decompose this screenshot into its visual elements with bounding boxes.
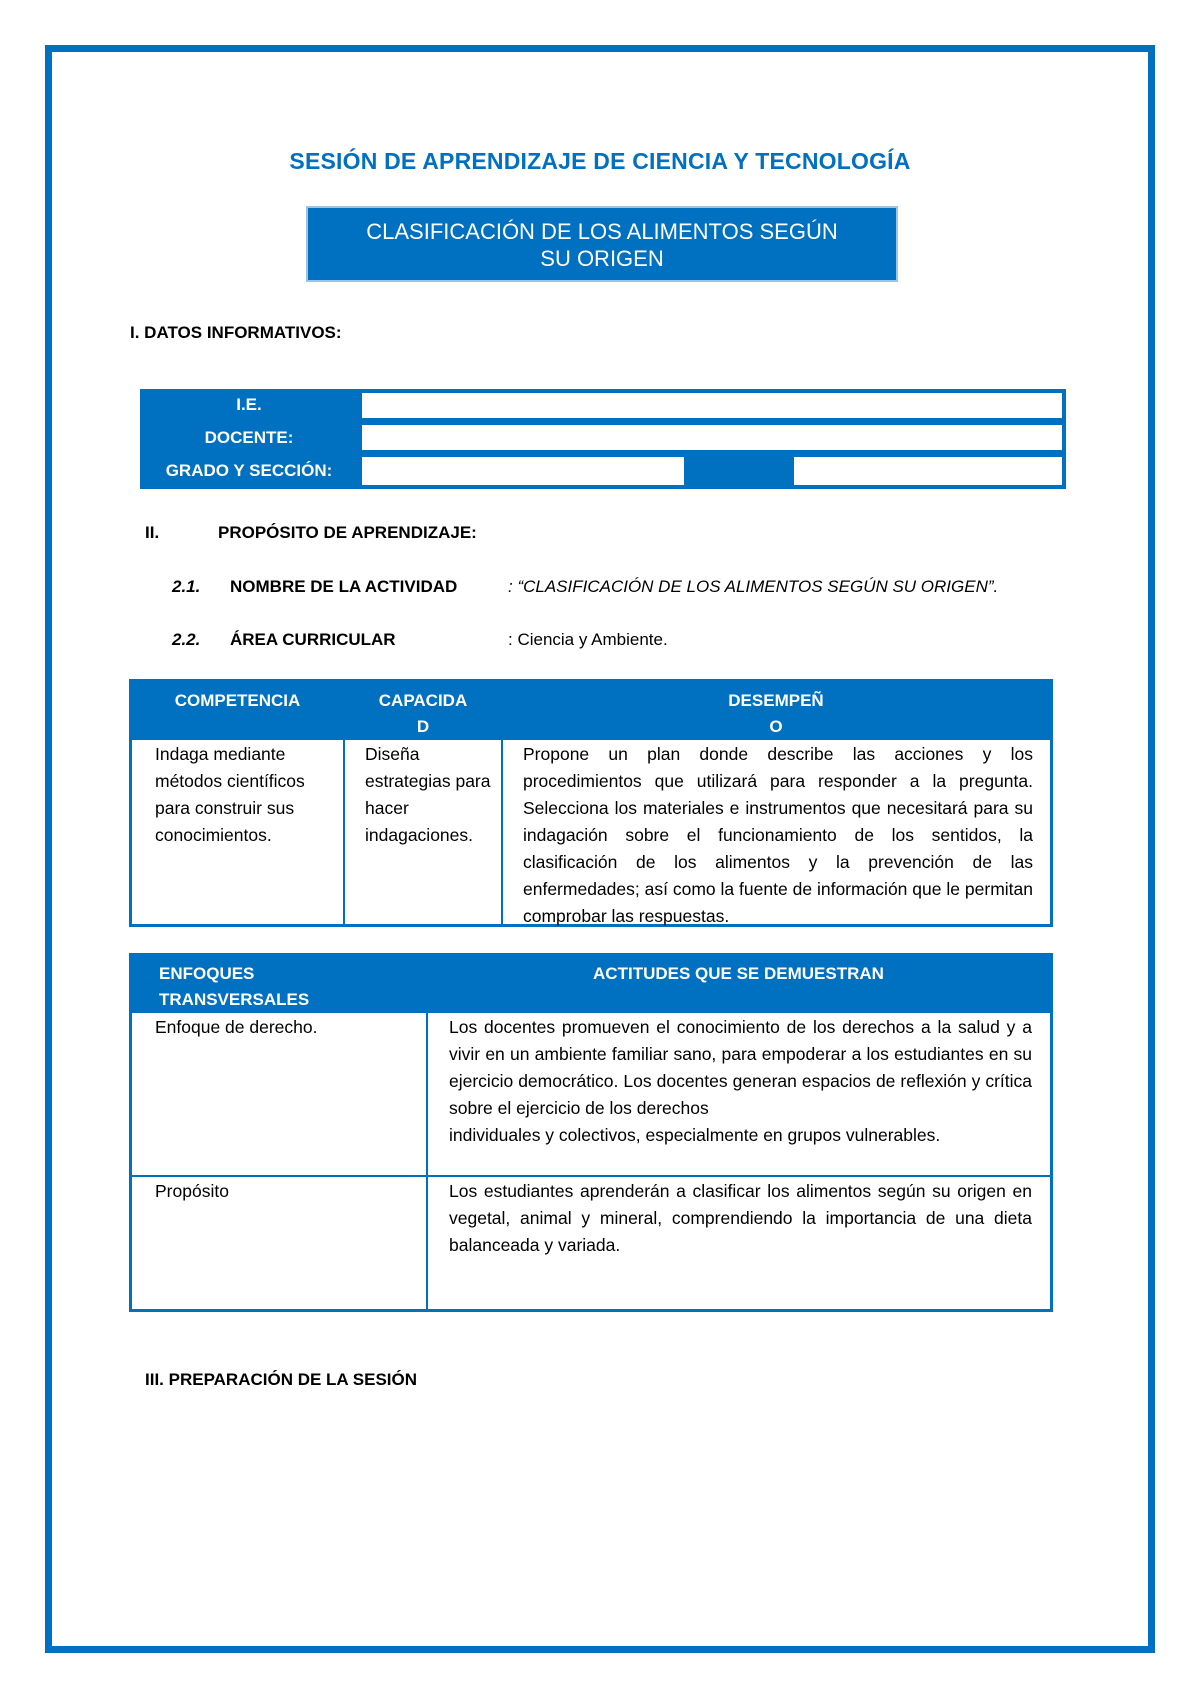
item-2-2-value: : Ciencia y Ambiente. (508, 630, 668, 649)
header-desempeno: DESEMPEÑ O (728, 691, 824, 736)
cell-actitud-derecho: Los docentes promueven el conocimiento de los derechos a la salud y a vivir en un ambiente familiar sano, para empoderar a los estudiantes en su ejercicio democrático. Los docentes generan espacios de reflexión y crítica sobre el ejercicio de los derechos individuales y colectivos, especialmente en grupos vulnerables. (449, 1017, 1032, 1145)
enfoques-table (129, 953, 1053, 1312)
datos-informativos-table (140, 389, 1066, 489)
section-2-heading: PROPÓSITO DE APRENDIZAJE: (218, 523, 477, 542)
cell-desempeno: Propone un plan donde describe las acciones y los procedimientos que utilizará para responder a la pregunta. Selecciona los materiales e instrumentos que necesitará para su indagación sobre el funcionamiento de los sentidos, la clasificación de los alimentos y la prevención de las enfermedades; así como la fuente de información que le permitan comprobar las respuestas. (523, 744, 1033, 926)
item-2-1-value: : “CLASIFICACIÓN DE LOS ALIMENTOS SEGÚN SU ORIGEN”. (508, 577, 999, 596)
row-divider (132, 1175, 1050, 1177)
item-2-2-label: ÁREA CURRICULAR (230, 630, 396, 649)
header-enfoques: ENFOQUES TRANSVERSALES (159, 964, 310, 1009)
grado-field[interactable] (362, 457, 684, 485)
session-title-line1: CLASIFICACIÓN DE LOS ALIMENTOS SEGÚN (366, 219, 838, 244)
item-2-1-label: NOMBRE DE LA ACTIVIDAD (230, 577, 458, 596)
cell-competencia: Indaga mediante métodos científicos para construir sus conocimientos. (155, 744, 305, 845)
cell-enfoque-proposito: Propósito (155, 1181, 229, 1201)
ie-field[interactable] (362, 393, 1062, 418)
session-title-line2: SU ORIGEN (540, 246, 664, 271)
docente-field[interactable] (362, 425, 1062, 450)
header-actitudes: ACTITUDES QUE SE DEMUESTRAN (593, 964, 884, 983)
seccion-field[interactable] (794, 457, 1062, 485)
docente-label: DOCENTE: (204, 428, 294, 447)
section-2-number: II. (145, 523, 160, 542)
cell-enfoque-derecho: Enfoque de derecho. (155, 1017, 318, 1037)
column-divider (426, 1013, 428, 1309)
page-title: SESIÓN DE APRENDIZAJE DE CIENCIA Y TECNOLOGÍA (289, 148, 911, 174)
section-1-heading: I. DATOS INFORMATIVOS: (130, 323, 342, 342)
cell-capacidad: Diseña estrategias para hacer indagaciones. (365, 744, 491, 845)
ie-label: I.E. (236, 395, 262, 414)
session-title-box (306, 206, 898, 282)
grado-seccion-label: GRADO Y SECCIÓN: (165, 461, 333, 480)
header-capacidad: CAPACIDA D (378, 691, 468, 736)
header-competencia: COMPETENCIA (174, 691, 301, 710)
section-3-heading: III. PREPARACIÓN DE LA SESIÓN (145, 1370, 418, 1389)
column-divider (343, 740, 345, 924)
competencias-table (129, 679, 1053, 927)
column-divider (501, 740, 503, 924)
item-2-1-number: 2.1. (172, 577, 201, 596)
item-2-2-number: 2.2. (172, 630, 201, 649)
cell-actitud-proposito: Los estudiantes aprenderán a clasificar los alimentos según su origen en vegetal, animal y mineral, comprendiendo la importancia de una dieta balanceada y variada. (449, 1181, 1032, 1255)
